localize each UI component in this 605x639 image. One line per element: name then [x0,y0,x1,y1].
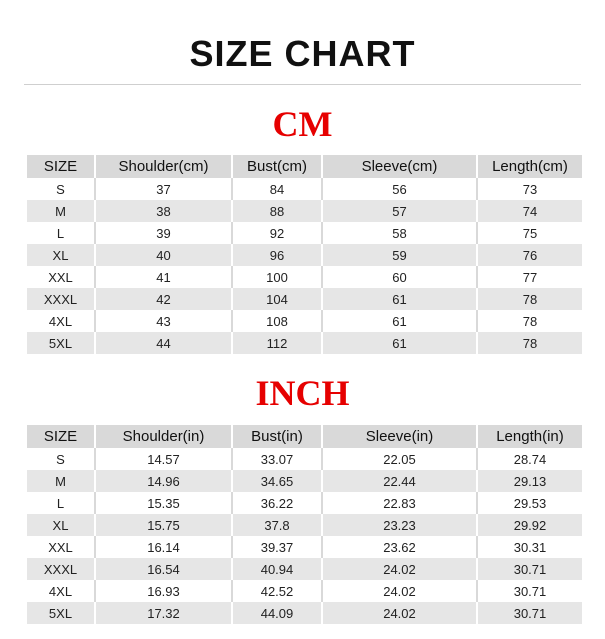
table-cell: 30.71 [477,602,582,624]
table-cell: XXXL [27,288,95,310]
table-cell: 33.07 [232,448,322,470]
table-cell: 74 [477,200,582,222]
table-cell: XXL [27,266,95,288]
cm-column-header: SIZE [27,155,95,178]
cm-header-row [27,155,582,178]
table-cell: 78 [477,288,582,310]
table-row [27,222,582,244]
table-cell: 5XL [27,602,95,624]
inch-size-table [27,425,582,624]
table-cell: 39.37 [232,536,322,558]
table-cell: 42.52 [232,580,322,602]
inch-column-header: Shoulder(in) [95,425,232,448]
table-cell: 16.93 [95,580,232,602]
table-cell: 61 [322,288,477,310]
table-cell: 30.31 [477,536,582,558]
table-cell: 108 [232,310,322,332]
table-row [27,244,582,266]
table-row [27,514,582,536]
table-cell: 24.02 [322,602,477,624]
table-row [27,448,582,470]
table-row [27,288,582,310]
table-cell: 73 [477,178,582,200]
table-cell: L [27,222,95,244]
table-cell: 14.57 [95,448,232,470]
table-cell: 76 [477,244,582,266]
table-cell: 30.71 [477,580,582,602]
title-divider [24,84,581,85]
table-row [27,536,582,558]
table-row [27,470,582,492]
table-cell: 100 [232,266,322,288]
table-cell: 78 [477,310,582,332]
table-cell: 59 [322,244,477,266]
inch-header-row [27,425,582,448]
table-cell: 38 [95,200,232,222]
table-row [27,178,582,200]
table-row [27,310,582,332]
inch-column-header: Length(in) [477,425,582,448]
cm-size-table [27,155,582,354]
table-cell: 37 [95,178,232,200]
table-cell: 41 [95,266,232,288]
table-cell: 96 [232,244,322,266]
table-cell: 44.09 [232,602,322,624]
table-cell: XL [27,514,95,536]
table-cell: 4XL [27,310,95,332]
table-cell: XL [27,244,95,266]
table-cell: 84 [232,178,322,200]
table-cell: M [27,200,95,222]
table-row [27,266,582,288]
table-row [27,580,582,602]
cm-table-body [27,178,582,354]
table-cell: 44 [95,332,232,354]
table-row [27,492,582,514]
table-row [27,332,582,354]
table-cell: 36.22 [232,492,322,514]
table-cell: 14.96 [95,470,232,492]
cm-section-title: CM [272,104,333,144]
table-cell: 88 [232,200,322,222]
table-cell: 92 [232,222,322,244]
table-cell: 112 [232,332,322,354]
inch-column-header: Bust(in) [232,425,322,448]
table-cell: 39 [95,222,232,244]
table-cell: 42 [95,288,232,310]
table-cell: 60 [322,266,477,288]
table-cell: 61 [322,332,477,354]
table-cell: 56 [322,178,477,200]
table-cell: 40 [95,244,232,266]
table-cell: 30.71 [477,558,582,580]
table-cell: L [27,492,95,514]
table-cell: 29.92 [477,514,582,536]
table-cell: 24.02 [322,558,477,580]
table-cell: 16.14 [95,536,232,558]
table-cell: 22.05 [322,448,477,470]
cm-column-header: Shoulder(cm) [95,155,232,178]
table-row [27,602,582,624]
table-cell: XXXL [27,558,95,580]
table-cell: 22.44 [322,470,477,492]
table-cell: S [27,448,95,470]
table-cell: M [27,470,95,492]
page-title: SIZE CHART [189,33,416,74]
table-cell: 40.94 [232,558,322,580]
table-cell: 4XL [27,580,95,602]
inch-table-body [27,448,582,624]
table-cell: S [27,178,95,200]
inch-column-header: Sleeve(in) [322,425,477,448]
table-cell: XXL [27,536,95,558]
table-cell: 22.83 [322,492,477,514]
table-cell: 24.02 [322,580,477,602]
table-cell: 16.54 [95,558,232,580]
table-cell: 57 [322,200,477,222]
cm-column-header: Bust(cm) [232,155,322,178]
table-cell: 15.75 [95,514,232,536]
table-cell: 61 [322,310,477,332]
table-cell: 5XL [27,332,95,354]
table-cell: 29.13 [477,470,582,492]
table-cell: 29.53 [477,492,582,514]
table-cell: 78 [477,332,582,354]
table-cell: 23.23 [322,514,477,536]
table-cell: 34.65 [232,470,322,492]
table-cell: 15.35 [95,492,232,514]
inch-section-title: INCH [255,373,350,413]
table-cell: 23.62 [322,536,477,558]
cm-column-header: Sleeve(cm) [322,155,477,178]
table-cell: 17.32 [95,602,232,624]
table-cell: 104 [232,288,322,310]
table-cell: 43 [95,310,232,332]
table-cell: 75 [477,222,582,244]
table-cell: 58 [322,222,477,244]
table-row [27,558,582,580]
inch-column-header: SIZE [27,425,95,448]
table-row [27,200,582,222]
table-cell: 28.74 [477,448,582,470]
table-cell: 37.8 [232,514,322,536]
cm-column-header: Length(cm) [477,155,582,178]
table-cell: 77 [477,266,582,288]
